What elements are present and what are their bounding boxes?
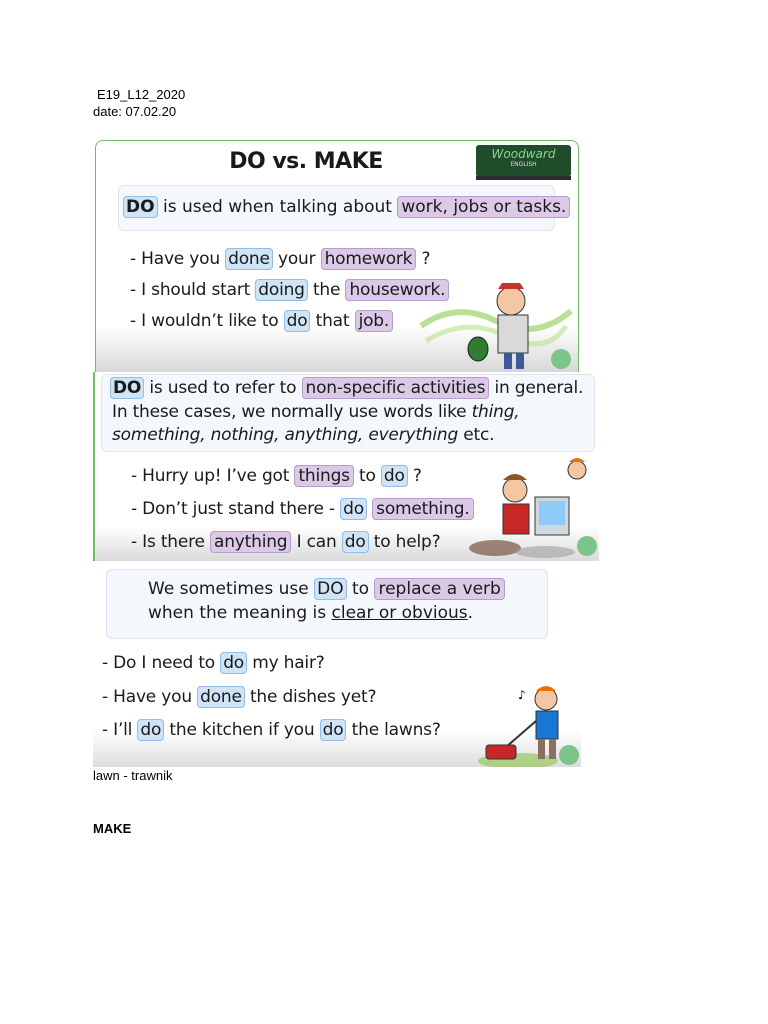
slide-replace-verb [93, 561, 581, 767]
rule-3-line-1: We sometimes use DO to replace a verb [148, 579, 505, 599]
example-9: - I’ll do the kitchen if you do the lawns? [102, 720, 441, 740]
rule-1-text [123, 197, 570, 217]
section-heading: MAKE [93, 821, 132, 836]
rule-box-1 [118, 185, 567, 231]
example-8: - Have you done the dishes yet? [102, 687, 377, 707]
example-5: - Don’t just stand there - do something. [131, 499, 474, 519]
woodward-logo [476, 145, 571, 177]
example-4: - Hurry up! I’ve got things to do ? [131, 466, 422, 486]
corner-badge-icon [577, 536, 597, 556]
rule-box-2 [101, 374, 595, 452]
example-2: - I should start doing the housework. [130, 280, 449, 300]
example-6: - Is there anything I can do to help? [131, 532, 441, 552]
slide-non-specific [93, 372, 599, 561]
vocabulary-note: lawn - trawnik [93, 768, 173, 783]
logo-name: Woodward [491, 147, 556, 161]
lesson-date: date: 07.02.20 [93, 104, 177, 119]
slide-do-vs-make [95, 140, 579, 373]
logo-underline [476, 176, 571, 180]
example-7: - Do I need to do my hair? [102, 653, 325, 673]
rule-2-topic: non-specific activities [302, 377, 490, 399]
rule-3-topic: replace a verb [374, 578, 504, 600]
rule-3-line-2: when the meaning is clear or obvious. [148, 603, 474, 623]
keyword-do: DO [314, 578, 346, 600]
slide-title: DO vs. MAKE [229, 149, 383, 174]
keyword-do: DO [123, 196, 158, 218]
corner-badge-icon [559, 745, 579, 765]
logo-sub: ENGLISH [510, 161, 537, 168]
rule-2-line-1: DO is used to refer to non-specific activities in general. [110, 378, 583, 398]
example-1: - Have you done your homework ? [130, 249, 431, 269]
corner-badge-icon [551, 349, 571, 369]
rule-2-line-3: something, nothing, anything, everything etc. [112, 425, 495, 445]
rule-box-3 [106, 569, 548, 639]
svg-text:♪: ♪ [518, 688, 526, 702]
rule-2-line-2: In these cases, we normally use words like thing, [112, 402, 520, 422]
rule-1-topic: work, jobs or tasks. [397, 196, 570, 218]
keyword-do: DO [110, 377, 144, 399]
lesson-code: E19_L12_2020 [97, 87, 186, 102]
rule-1-body: is used when talking about [157, 197, 398, 217]
example-3: - I wouldn’t like to do that job. [130, 311, 393, 331]
